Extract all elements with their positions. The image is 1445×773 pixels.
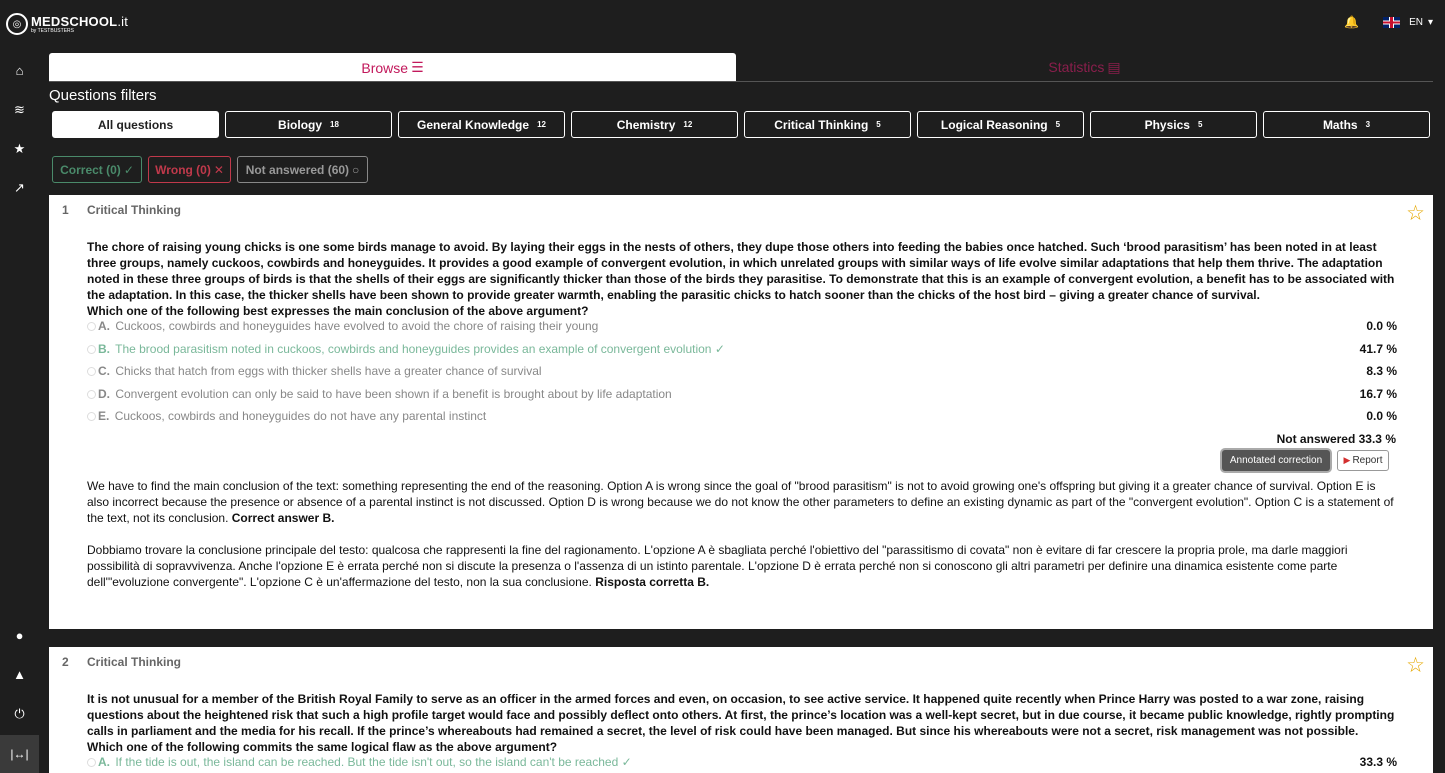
option-text: Cuckoos, cowbirds and honeyguides do not have any parental instinct xyxy=(114,409,487,423)
explanation-answer: Correct answer B. xyxy=(231,511,335,525)
filter-correct[interactable] xyxy=(52,156,142,183)
question-category: Critical Thinking xyxy=(87,203,182,217)
option-letter: D. xyxy=(98,387,110,401)
uk-flag-icon[interactable] xyxy=(1383,17,1400,28)
radio-icon xyxy=(87,390,96,399)
filter-count: 3 xyxy=(1365,120,1371,129)
filter-label: Biology xyxy=(278,117,323,132)
explanation-italian xyxy=(87,542,1399,590)
question-card xyxy=(49,647,1433,773)
filter-label: General Knowledge xyxy=(417,117,530,132)
option-text: Cuckoos, cowbirds and honeyguides have evolved to avoid the chore of raising their young xyxy=(115,319,599,333)
radio-icon xyxy=(87,758,96,767)
option-text: If the tide is out, the island can be reached. But the tide isn't out, so the island can't be reached ✓ xyxy=(115,755,632,769)
tab-browse-label: Browse xyxy=(361,59,409,76)
explanation-text: Dobbiamo trovare la conclusione principale del testo: qualcosa che rappresenti la fine del ragionamento. L'opzione A è sbagliata perché l'obiettivo del "parassitismo di covata" non è evitare di far crescere la propria prole, ma darle maggiori possibilità di sopravvivenza. Anche l'opzione E è errata perché non si discute la presenza o l'assenza di un istinto parentale. L'opzione D è errata perché non si conoscono gli altri parametri per definire una dinamica esistente come parte dell'"evoluzione convergente". L'opzione C è un'affermazione del testo, non la sua conclusione. xyxy=(87,543,1348,589)
explanation-english xyxy=(87,478,1399,526)
option-letter: A. xyxy=(98,319,110,333)
filters-title: Questions filters xyxy=(49,87,157,104)
filter-chemistry[interactable] xyxy=(571,111,738,138)
circle-icon: ○ xyxy=(352,162,360,177)
power-icon[interactable]: ⏻ xyxy=(14,706,25,721)
filter-count: 12 xyxy=(537,120,546,129)
filter-count: 18 xyxy=(330,120,339,129)
option-percentage: 8.3 % xyxy=(1366,364,1397,378)
option-a[interactable] xyxy=(87,755,1397,771)
filter-maths[interactable] xyxy=(1263,111,1430,138)
explanation-answer: Risposta corretta B. xyxy=(595,575,710,589)
question-category: Critical Thinking xyxy=(87,655,182,669)
brand-name: MEDSCHOOL xyxy=(31,13,118,29)
filter-general-knowledge[interactable] xyxy=(398,111,565,138)
home-icon[interactable]: ⌂ xyxy=(15,63,24,78)
x-icon: ✕ xyxy=(213,162,224,177)
question-number: 2 xyxy=(62,655,69,669)
option-letter: C. xyxy=(98,364,110,378)
brand-suffix: .it xyxy=(117,13,129,29)
option-percentage: 41.7 % xyxy=(1359,342,1397,356)
filter-correct-label: Correct (0) xyxy=(60,162,121,177)
question-prompt: Which one of the following commits the same logical flaw as the above argument? xyxy=(87,740,558,754)
not-answered-percentage: Not answered 33.3 % xyxy=(1276,432,1396,446)
option-percentage: 33.3 % xyxy=(1359,755,1397,769)
question-text: The chore of raising young chicks is one some birds manage to avoid. By laying their eggs in the nests of others, they dupe those others into feeding the babies once hatched. Such ‘brood parasitism’ has been noted in at least three groups, namely cuckoos, cowbirds and honeyguides. It provides a good example of convergent evolution, in which unrelated groups with similar ways of life evolve similar adaptations that help them thrive. The adaptation noted in these three groups of birds is that the shells of their eggs are significantly thicker than those of the birds they parasitise. To demonstrate that this is an example of convergent evolution, a benefit has to be associated with the adaptation. In this case, the thicker shells have been shown to provide greater warmth, enabling the parasitic chicks to hatch sooner than the chicks of the host bird – giving a greater chance of survival. xyxy=(87,240,1395,302)
chevron-down-icon[interactable]: ▾ xyxy=(1427,16,1433,28)
tab-divider xyxy=(49,81,1433,82)
chart-icon[interactable]: ↗ xyxy=(14,180,25,195)
flag-icon: ▶ xyxy=(1343,455,1351,465)
language-selector[interactable]: EN xyxy=(1409,16,1423,28)
option-d[interactable] xyxy=(87,387,1397,403)
option-c[interactable] xyxy=(87,364,1397,380)
filter-biology[interactable] xyxy=(225,111,392,138)
brand-sub: by TESTBUSTERS xyxy=(31,27,74,34)
tab-statistics[interactable] xyxy=(736,53,1433,82)
check-circle-icon: ✓ xyxy=(123,162,134,177)
option-percentage: 0.0 % xyxy=(1366,409,1397,423)
filter-physics[interactable] xyxy=(1090,111,1257,138)
filter-count: 5 xyxy=(876,120,881,129)
sidebar xyxy=(0,48,39,773)
option-e[interactable] xyxy=(87,409,1397,425)
filter-count: 12 xyxy=(683,120,693,129)
main-content xyxy=(39,48,1445,773)
warning-icon[interactable]: ▲ xyxy=(13,667,26,682)
report-button[interactable] xyxy=(1337,450,1389,471)
radio-icon xyxy=(87,322,96,331)
star-icon[interactable]: ★ xyxy=(13,141,26,156)
expand-sidebar-icon[interactable]: |↔| xyxy=(0,735,39,773)
filter-not-answered-label: Not answered (60) xyxy=(245,162,350,177)
filter-label: Chemistry xyxy=(616,117,676,132)
filter-logical-reasoning[interactable] xyxy=(917,111,1084,138)
annotated-correction-button[interactable]: Annotated correction xyxy=(1222,450,1330,471)
option-letter: B. xyxy=(98,342,110,356)
top-bar xyxy=(0,0,1445,48)
option-text: Chicks that hatch from eggs with thicker shells have a greater chance of survival xyxy=(115,364,542,378)
filter-count: 5 xyxy=(1197,120,1203,129)
radio-icon xyxy=(87,412,96,421)
bar-chart-icon: ▤ xyxy=(1107,58,1121,75)
option-letter: A. xyxy=(98,755,110,769)
question-text: It is not unusual for a member of the British Royal Family to serve as an officer in the armed forces and even, on occasion, to see active service. It happened quite recently when Prince Harry was posted to a war zone, raising questions about the heightened risk that such a high profile target would face and possibly deflect onto others. At first, the prince’s location was a well-kept secret, but in due course, it became public knowledge, rightly prompting calls in parliament and the media for his recall. If the prince’s whereabouts had remained a secret, the level of risk could have been managed. But since his whereabouts were not a secret, risk management was not possible. xyxy=(87,692,1395,738)
favorite-star-icon[interactable]: ☆ xyxy=(1406,202,1425,225)
radio-icon xyxy=(87,345,96,354)
filter-label: All questions xyxy=(97,117,174,132)
favorite-star-icon[interactable]: ☆ xyxy=(1406,654,1425,677)
layers-icon[interactable]: ≋ xyxy=(14,102,25,117)
filter-not-answered[interactable] xyxy=(237,156,368,183)
filter-all-questions[interactable] xyxy=(52,111,219,138)
filter-label: Critical Thinking xyxy=(774,117,869,132)
tab-statistics-label: Statistics xyxy=(1048,59,1105,75)
filter-label: Logical Reasoning xyxy=(940,117,1048,132)
filter-wrong-label: Wrong (0) xyxy=(155,162,211,177)
option-percentage: 16.7 % xyxy=(1359,387,1397,401)
brand-logo[interactable] xyxy=(6,13,128,35)
filter-critical-thinking[interactable] xyxy=(744,111,911,138)
user-icon[interactable]: ● xyxy=(15,628,24,643)
option-text: Convergent evolution can only be said to have been shown if a benefit is brought about by life adaptation xyxy=(115,387,672,401)
filter-count: 5 xyxy=(1055,120,1061,129)
question-number: 1 xyxy=(62,203,69,217)
question-prompt: Which one of the following best expresses the main conclusion of the above argument? xyxy=(87,304,589,318)
report-label: Report xyxy=(1352,455,1383,466)
bell-icon[interactable]: 🔔 xyxy=(1344,15,1360,29)
filter-label: Physics xyxy=(1144,117,1190,132)
filter-label: Maths xyxy=(1322,117,1358,132)
list-icon: ☰ xyxy=(411,59,424,75)
option-letter: E. xyxy=(98,409,110,423)
option-text: The brood parasitism noted in cuckoos, cowbirds and honeyguides provides an example of convergent evolution ✓ xyxy=(115,342,725,356)
question-card xyxy=(49,195,1433,629)
option-percentage: 0.0 % xyxy=(1366,319,1397,333)
explanation-text: We have to find the main conclusion of the text: something representing the end of the reasoning. Option A is wrong since the goal of "brood parasitism" is not to avoid growing one's offspring but giving it a greater chance of survival. Option E is also incorrect because the presence or absence of a parental instinct is not discussed. Option D is wrong because we do not know the other parameters to define an existing dynamic as part of the "convergent evolution". Option C is a statement of the text, not its conclusion. xyxy=(87,479,1394,525)
option-a[interactable] xyxy=(87,319,1397,335)
tabs xyxy=(49,53,1433,82)
filter-wrong[interactable] xyxy=(148,156,231,183)
tab-browse[interactable] xyxy=(49,53,736,82)
option-b[interactable] xyxy=(87,342,1397,358)
radio-icon xyxy=(87,367,96,376)
logo-emblem-icon: ◎ xyxy=(6,13,28,35)
